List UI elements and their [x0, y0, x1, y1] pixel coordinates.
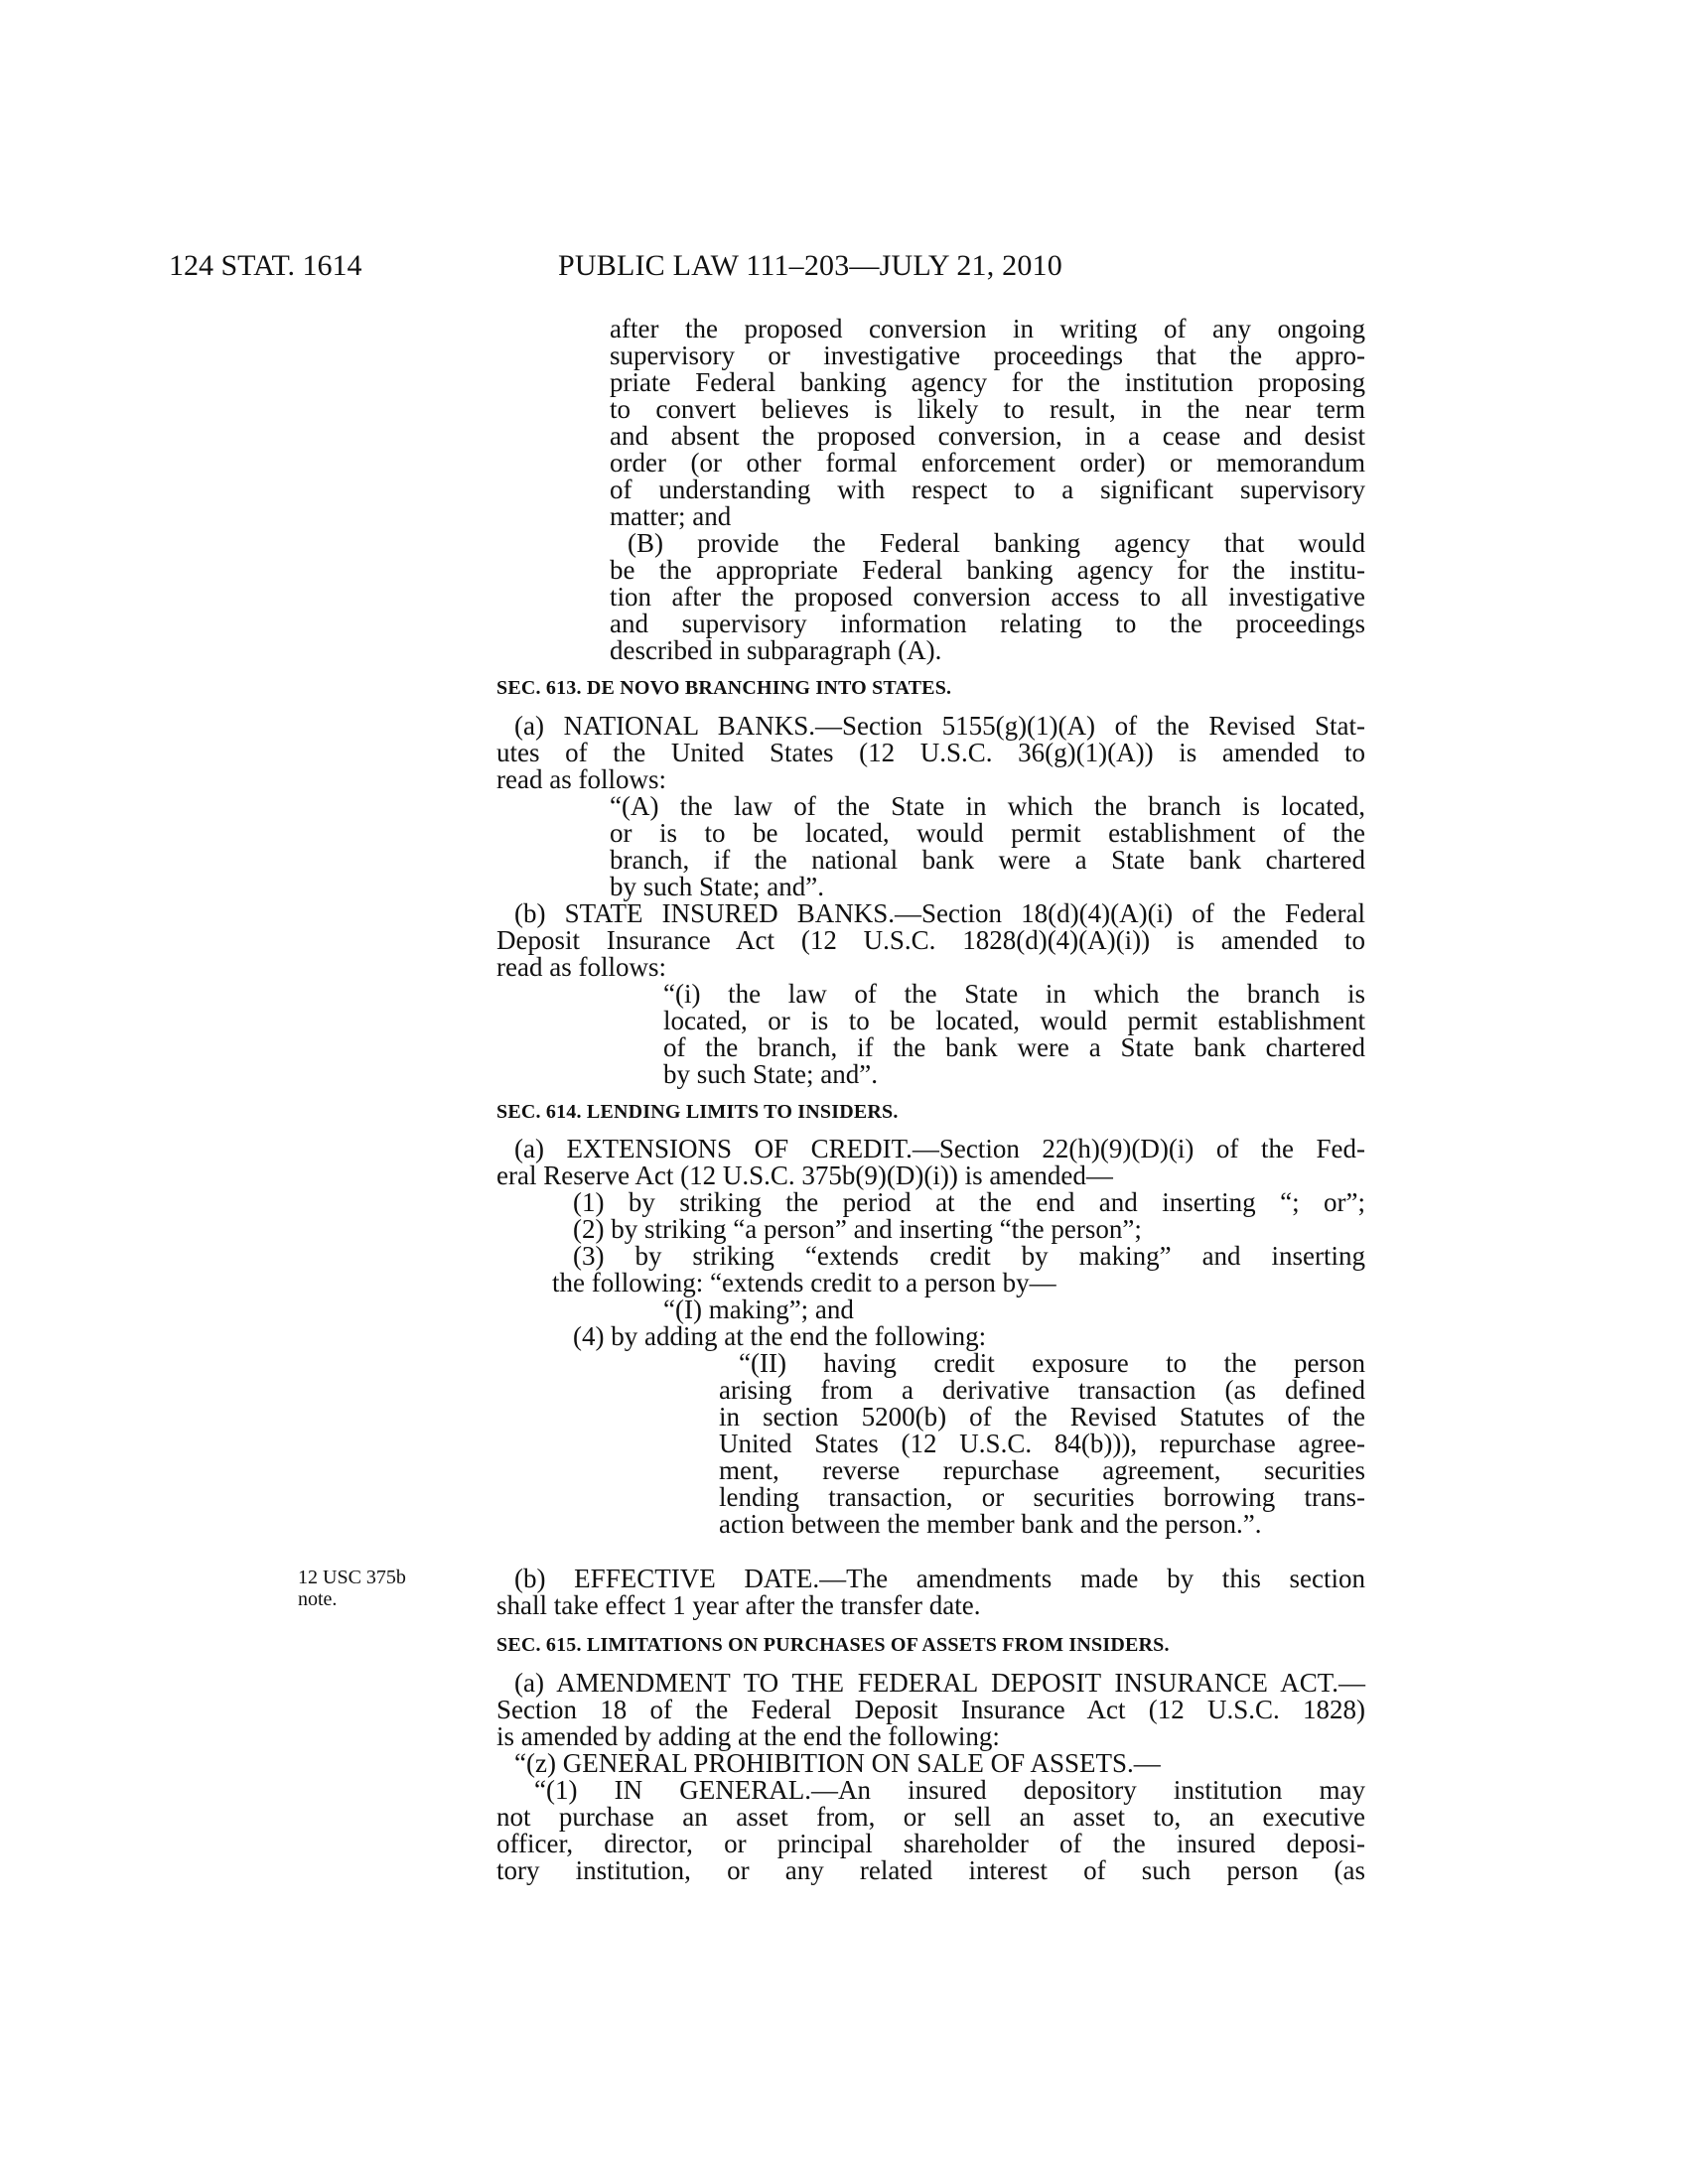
text-line: Section 18 of the Federal Deposit Insurance Act (12 U.S.C. 1828) — [496, 1695, 1365, 1724]
text-line: and absent the proposed conversion, in a cease and desist — [610, 421, 1365, 451]
text-line: after the proposed conversion in writing of any ongoing — [610, 314, 1365, 343]
text-line: shall take effect 1 year after the transfer date. — [496, 1590, 981, 1620]
text-line: “(I) making”; and — [663, 1295, 854, 1324]
text-line: in section 5200(b) of the Revised Statutes of the — [719, 1402, 1365, 1432]
page-stat-citation: 124 STAT. 1614 — [169, 249, 362, 282]
text-line: (b) STATE INSURED BANKS.—Section 18(d)(4)(A)(i) of the Federal — [514, 898, 1365, 928]
text-line: (1) by striking the period at the end and inserting “; or”; — [573, 1187, 1365, 1217]
text-line: “(1) IN GENERAL.—An insured depository institution may — [534, 1775, 1365, 1805]
text-line: action between the member bank and the person.”. — [719, 1509, 1262, 1539]
section-heading: SEC. 614. LENDING LIMITS TO INSIDERS. — [496, 1101, 899, 1123]
text-line: tion after the proposed conversion access to all investigative — [610, 582, 1365, 612]
text-line: be the appropriate Federal banking agency for the institu- — [610, 555, 1365, 585]
text-line: United States (12 U.S.C. 84(b))), repurchase agree- — [719, 1429, 1365, 1458]
text-line: order (or other formal enforcement order) or memorandum — [610, 448, 1365, 478]
margin-note-line-2: note. — [298, 1588, 338, 1610]
text-line: located, or is to be located, would permit establishment — [663, 1006, 1365, 1035]
text-line: eral Reserve Act (12 U.S.C. 375b(9)(D)(i)) is amended— — [496, 1160, 1113, 1190]
text-line: “(i) the law of the State in which the branch is — [663, 979, 1365, 1009]
text-line: (b) EFFECTIVE DATE.—The amendments made by this section — [514, 1564, 1365, 1593]
text-line: “(A) the law of the State in which the branch is located, — [610, 791, 1365, 821]
text-line: and supervisory information relating to the proceedings — [610, 609, 1365, 638]
text-line: supervisory or investigative proceedings that the appro- — [610, 341, 1365, 370]
running-head-title: PUBLIC LAW 111–203—JULY 21, 2010 — [558, 249, 1062, 282]
text-line: arising from a derivative transaction (as defined — [719, 1375, 1365, 1405]
text-line: of the branch, if the bank were a State bank chartered — [663, 1032, 1365, 1062]
section-heading: SEC. 613. DE NOVO BRANCHING INTO STATES. — [496, 677, 952, 699]
text-line: “(z) GENERAL PROHIBITION ON SALE OF ASSETS.— — [514, 1748, 1161, 1778]
margin-note-line-1: 12 USC 375b — [298, 1567, 406, 1588]
text-line: by such State; and”. — [610, 872, 824, 901]
text-line: officer, director, or principal shareholder of the insured deposi- — [496, 1829, 1365, 1858]
text-line: described in subparagraph (A). — [610, 635, 942, 665]
text-line: (a) AMENDMENT TO THE FEDERAL DEPOSIT INSURANCE ACT.— — [514, 1668, 1365, 1698]
text-line: lending transaction, or securities borrowing trans- — [719, 1482, 1365, 1512]
section-heading: SEC. 615. LIMITATIONS ON PURCHASES OF ASSETS FROM INSIDERS. — [496, 1634, 1170, 1656]
text-line: or is to be located, would permit establishment of the — [610, 818, 1365, 848]
text-line: by such State; and”. — [663, 1059, 878, 1089]
text-line: of understanding with respect to a significant supervisory — [610, 475, 1365, 504]
text-line: to convert believes is likely to result, in the near term — [610, 394, 1365, 424]
text-line: (a) EXTENSIONS OF CREDIT.—Section 22(h)(9)(D)(i) of the Fed- — [514, 1134, 1365, 1163]
text-line: “(II) having credit exposure to the person — [739, 1348, 1365, 1378]
text-line: (3) by striking “extends credit by making” and inserting — [573, 1241, 1365, 1271]
text-line: branch, if the national bank were a State bank chartered — [610, 845, 1365, 875]
text-line: read as follows: — [496, 952, 666, 982]
text-line: not purchase an asset from, or sell an asset to, an executive — [496, 1802, 1365, 1832]
text-line: read as follows: — [496, 764, 666, 794]
text-line: is amended by adding at the end the following: — [496, 1721, 1000, 1751]
text-line: matter; and — [610, 501, 732, 531]
text-line: (4) by adding at the end the following: — [573, 1321, 987, 1351]
text-line: ment, reverse repurchase agreement, securities — [719, 1455, 1365, 1485]
text-line: Deposit Insurance Act (12 U.S.C. 1828(d)(4)(A)(i)) is amended to — [496, 925, 1365, 955]
text-line: (a) NATIONAL BANKS.—Section 5155(g)(1)(A) of the Revised Stat- — [514, 711, 1365, 741]
text-line: tory institution, or any related interest of such person (as — [496, 1855, 1365, 1885]
text-line: the following: “extends credit to a person by— — [552, 1268, 1056, 1297]
text-line: (B) provide the Federal banking agency that would — [628, 528, 1365, 558]
text-line: (2) by striking “a person” and inserting “the person”; — [573, 1214, 1142, 1244]
text-line: priate Federal banking agency for the institution proposing — [610, 367, 1365, 397]
text-line: utes of the United States (12 U.S.C. 36(g)(1)(A)) is amended to — [496, 738, 1365, 767]
